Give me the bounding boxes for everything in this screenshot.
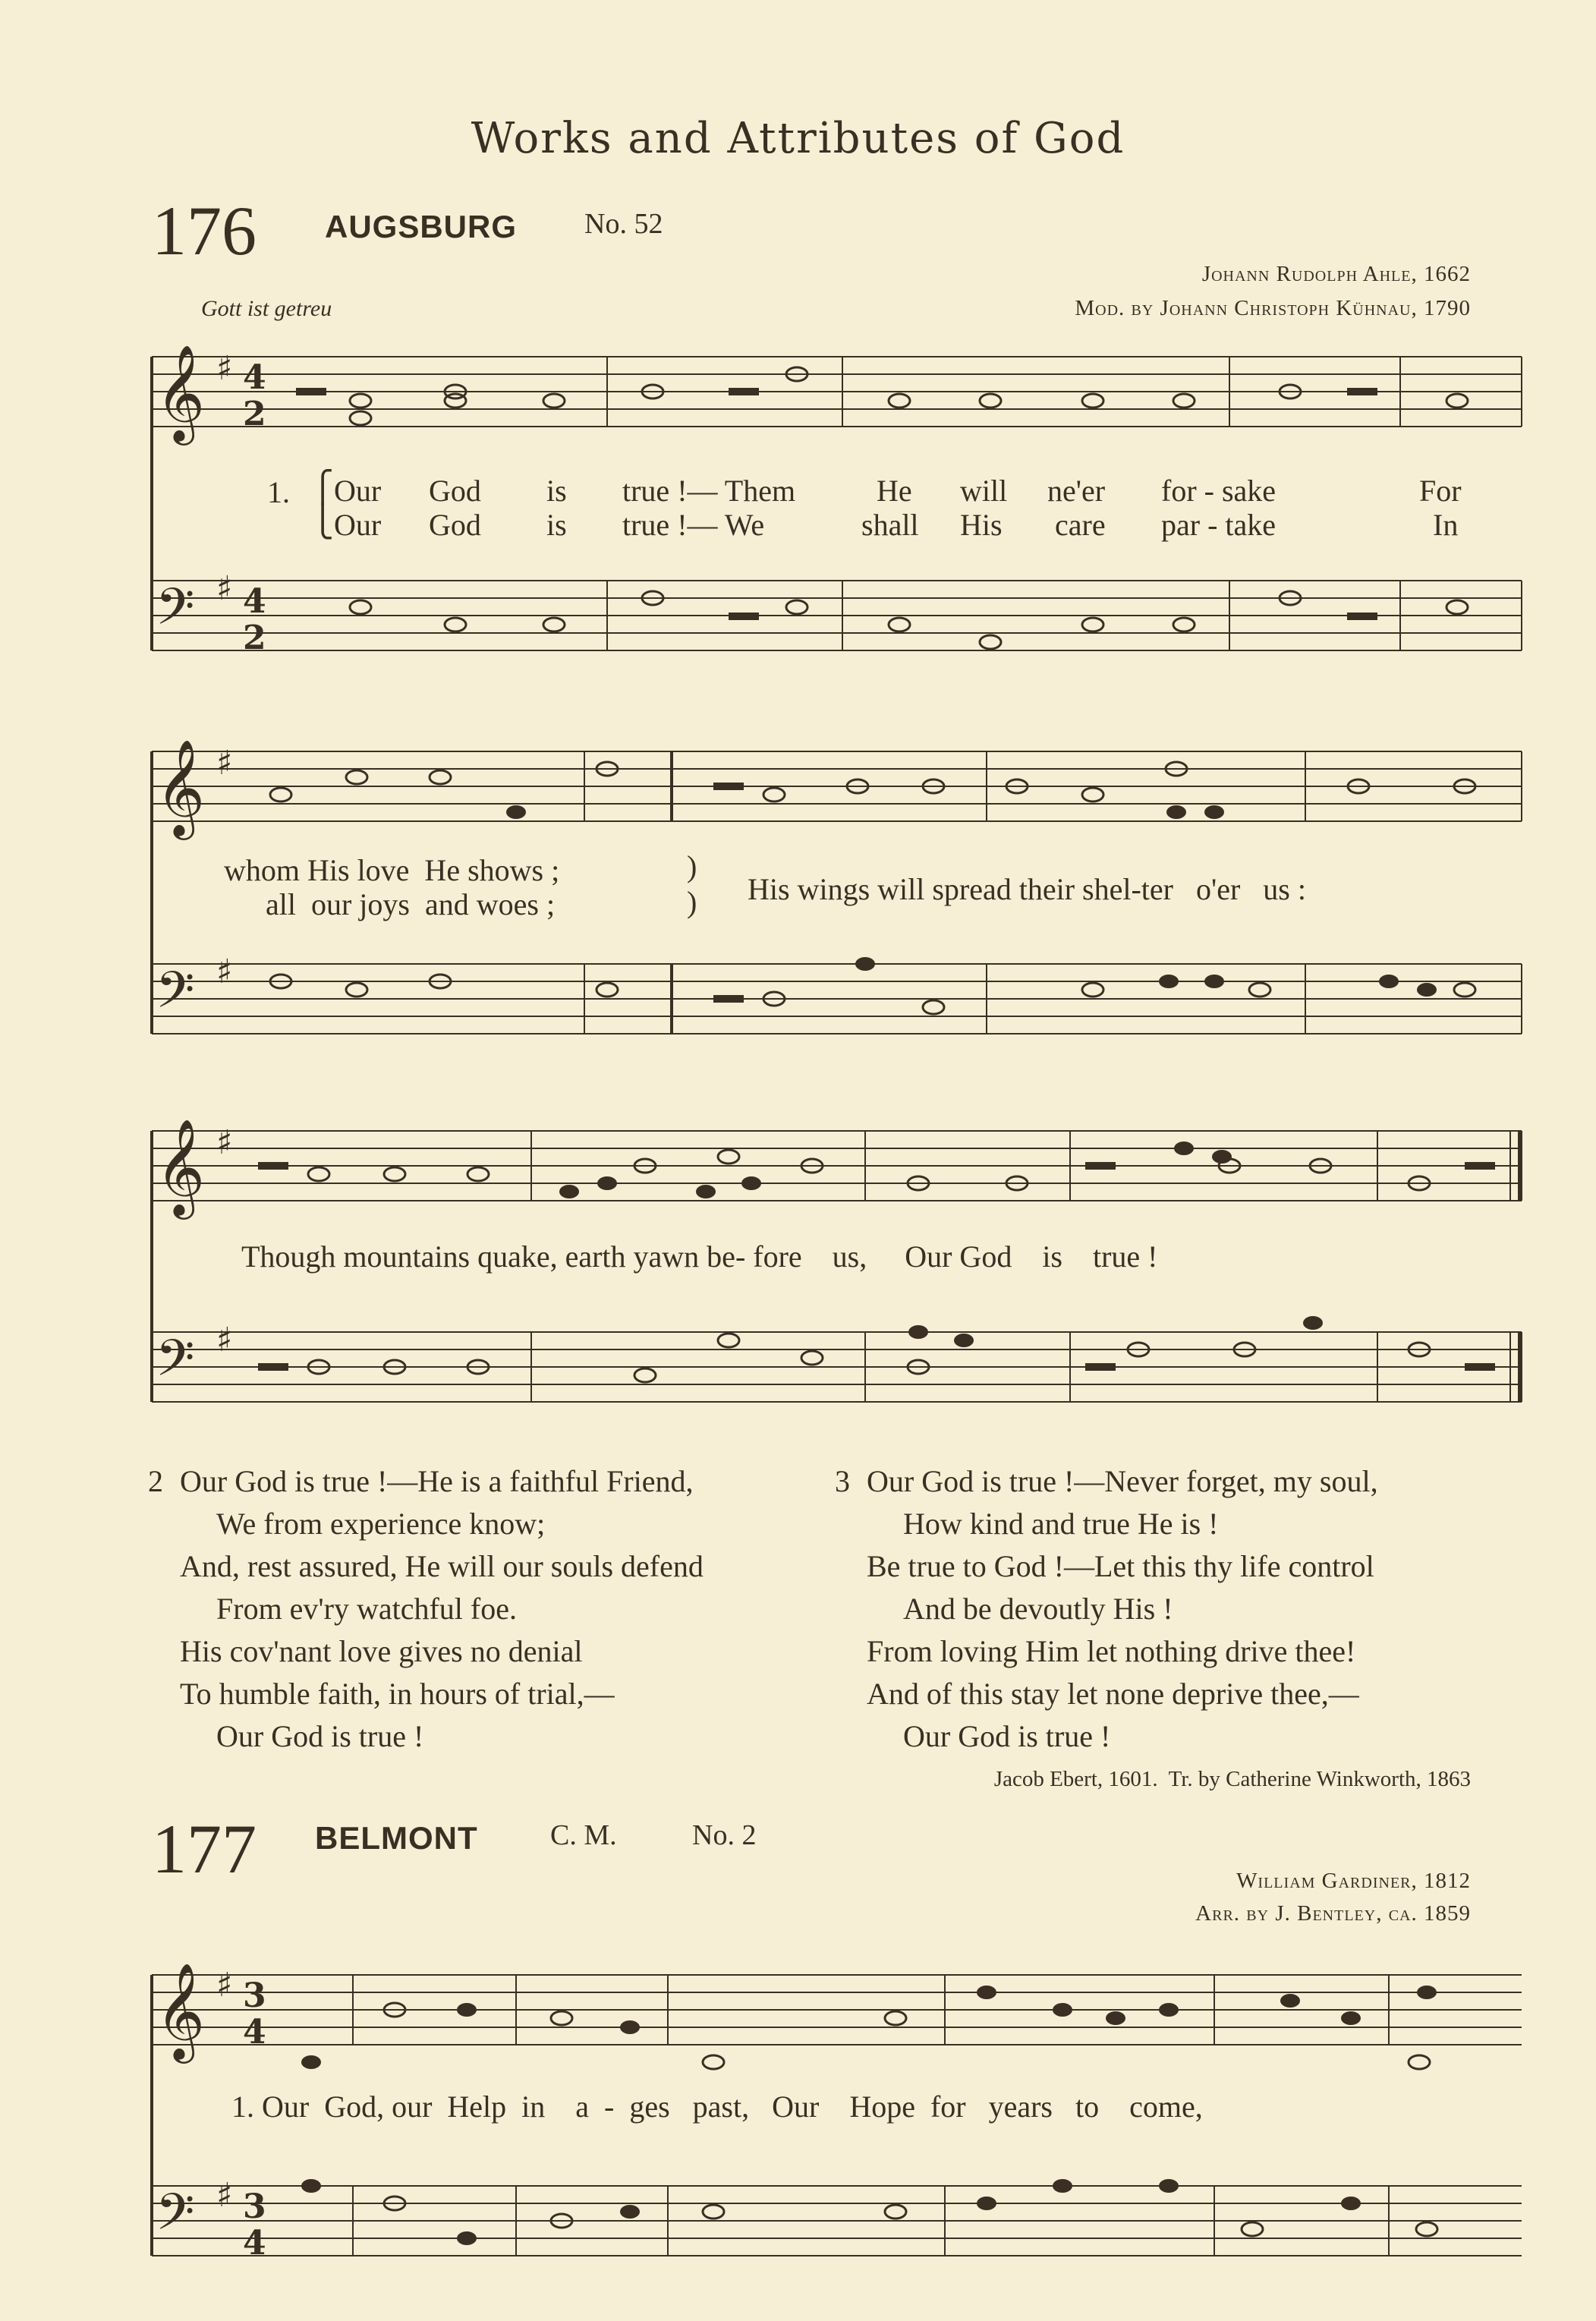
stanza-2-line-7: Our God is true ! xyxy=(216,1719,424,1753)
lyric-1b-w4: true !— We xyxy=(622,508,765,542)
lyric-2a: whom His love He shows ; xyxy=(224,853,560,887)
svg-text:4: 4 xyxy=(243,358,266,397)
lyric-1b-w1: Our xyxy=(334,508,382,542)
stanza-3-line-3: Be true to God !—Let this thy life control xyxy=(867,1549,1374,1583)
lyric-1a-w5: He xyxy=(877,474,912,508)
svg-text:4: 4 xyxy=(243,582,266,621)
svg-text:𝄞: 𝄞 xyxy=(156,1962,206,2059)
svg-text:𝄢: 𝄢 xyxy=(156,2183,195,2253)
verse-brace-top: ⎧ xyxy=(311,470,334,504)
lyric-1a-w9: For xyxy=(1419,474,1462,508)
modifier-credit: Mod. by Johann Christoph Kühnau, 1790 xyxy=(1075,296,1471,320)
lyric-1b-w5: shall xyxy=(861,508,919,542)
svg-text:𝄞: 𝄞 xyxy=(156,1118,206,1215)
lyric-1a-w3: is xyxy=(546,474,567,508)
stanza-2-line-6: To humble faith, in hours of trial,— xyxy=(180,1677,615,1711)
stanza-2-line-1: Our God is true !—He is a faithful Friend, xyxy=(180,1464,694,1498)
composer-credit: Johann Rudolph Ahle, 1662 xyxy=(1201,262,1471,286)
svg-text:2: 2 xyxy=(243,395,266,433)
lyric-1b-w8: par - take xyxy=(1161,508,1276,542)
stanza-2-line-4: From ev'ry watchful foe. xyxy=(216,1592,517,1626)
svg-text:𝄞: 𝄞 xyxy=(156,344,206,441)
composer-credit-177: William Gardiner, 1812 xyxy=(1236,1869,1471,1893)
svg-text:♯: ♯ xyxy=(216,569,233,608)
system1-treble-staff xyxy=(152,357,1522,427)
lyric-1a-w8: for - sake xyxy=(1161,474,1276,508)
svg-text:𝄢: 𝄢 xyxy=(156,578,195,648)
svg-text:4: 4 xyxy=(243,2013,266,2052)
svg-text:2: 2 xyxy=(243,619,266,657)
tune-name: AUGSBURG xyxy=(325,209,518,244)
svg-text:♯: ♯ xyxy=(216,953,233,991)
svg-text:𝄢: 𝄢 xyxy=(156,961,195,1031)
stanza-2-line-3: And, rest assured, He will our souls defend xyxy=(180,1549,704,1583)
section-title: Works and Attributes of God xyxy=(471,114,1125,163)
stanza-3-line-2: How kind and true He is ! xyxy=(903,1507,1219,1541)
lyric-3: Though mountains quake, earth yawn be- fore us, Our God is true ! xyxy=(241,1239,1158,1274)
lyric-1b-w7: care xyxy=(1055,508,1106,542)
lyric-1a-w2: God xyxy=(429,474,481,508)
svg-text:♯: ♯ xyxy=(216,744,233,783)
lyric-1a-w7: ne'er xyxy=(1047,474,1106,508)
lyric-1b-w9: In xyxy=(1433,508,1459,542)
original-title: Gott ist getreu xyxy=(201,296,332,321)
verse-brace-bottom: ⎩ xyxy=(311,505,334,539)
stanza-3-line-5: From loving Him let nothing drive thee! xyxy=(867,1634,1356,1668)
stanza-3 xyxy=(835,1460,1378,1758)
system1-bass-staff xyxy=(152,581,1522,650)
svg-text:♯: ♯ xyxy=(216,1123,233,1162)
arranger-credit-177: Arr. by J. Bentley, ca. 1859 xyxy=(1195,1901,1471,1926)
lyric-1a-w6: will xyxy=(960,474,1008,508)
brace-bottom: ) xyxy=(687,885,697,919)
lyric-1b-w3: is xyxy=(546,508,567,542)
text-author: Jacob Ebert, 1601. Tr. by Catherine Winkworth, 1863 xyxy=(993,1767,1471,1791)
svg-text:♯: ♯ xyxy=(216,2176,233,2215)
svg-text:3: 3 xyxy=(243,1976,266,2015)
lyric-177: 1. Our God, our Help in a - ges past, Our Hope for years to come, xyxy=(231,2090,1203,2124)
svg-text:♯: ♯ xyxy=(216,1966,233,2005)
verse-number: 1. xyxy=(267,475,290,509)
lyric-1a-w1: Our xyxy=(334,474,382,508)
stanza-3-number: 3 xyxy=(835,1464,850,1498)
brace-top: ) xyxy=(687,849,697,883)
stanza-2 xyxy=(148,1460,704,1758)
lyric-1a-w4: true !— Them xyxy=(622,474,796,508)
lyric-1b-w6: His xyxy=(960,508,1003,542)
stanza-3-line-4: And be devoutly His ! xyxy=(903,1592,1173,1626)
svg-text:𝄢: 𝄢 xyxy=(156,1329,195,1400)
svg-text:♯: ♯ xyxy=(216,349,233,388)
lyric-2b: all our joys and woes ; xyxy=(266,887,556,921)
svg-text:♯: ♯ xyxy=(216,1321,233,1359)
svg-text:4: 4 xyxy=(243,2224,266,2263)
tune-name-177: BELMONT xyxy=(315,1820,478,1856)
stanza-3-line-7: Our God is true ! xyxy=(903,1719,1111,1753)
hymn-number: 176 xyxy=(152,192,257,269)
hymn-number-177: 177 xyxy=(152,1810,257,1888)
stanza-2-number: 2 xyxy=(148,1464,163,1498)
tune-number-177: No. 2 xyxy=(692,1819,757,1851)
stanza-3-line-1: Our God is true !—Never forget, my soul, xyxy=(867,1464,1378,1498)
svg-text:𝄞: 𝄞 xyxy=(156,738,206,836)
stanza-2-line-5: His cov'nant love gives no denial xyxy=(180,1634,583,1668)
svg-text:3: 3 xyxy=(243,2187,266,2226)
stanza-2-line-2: We from experience know; xyxy=(216,1507,546,1541)
tune-number: No. 52 xyxy=(584,208,663,240)
lyric-1b-w2: God xyxy=(429,508,481,542)
lyric-2-refrain: His wings will spread their shel-ter o'er us : xyxy=(748,872,1306,906)
meter-177: C. M. xyxy=(550,1819,617,1851)
stanza-3-line-6: And of this stay let none deprive thee,— xyxy=(867,1677,1359,1711)
